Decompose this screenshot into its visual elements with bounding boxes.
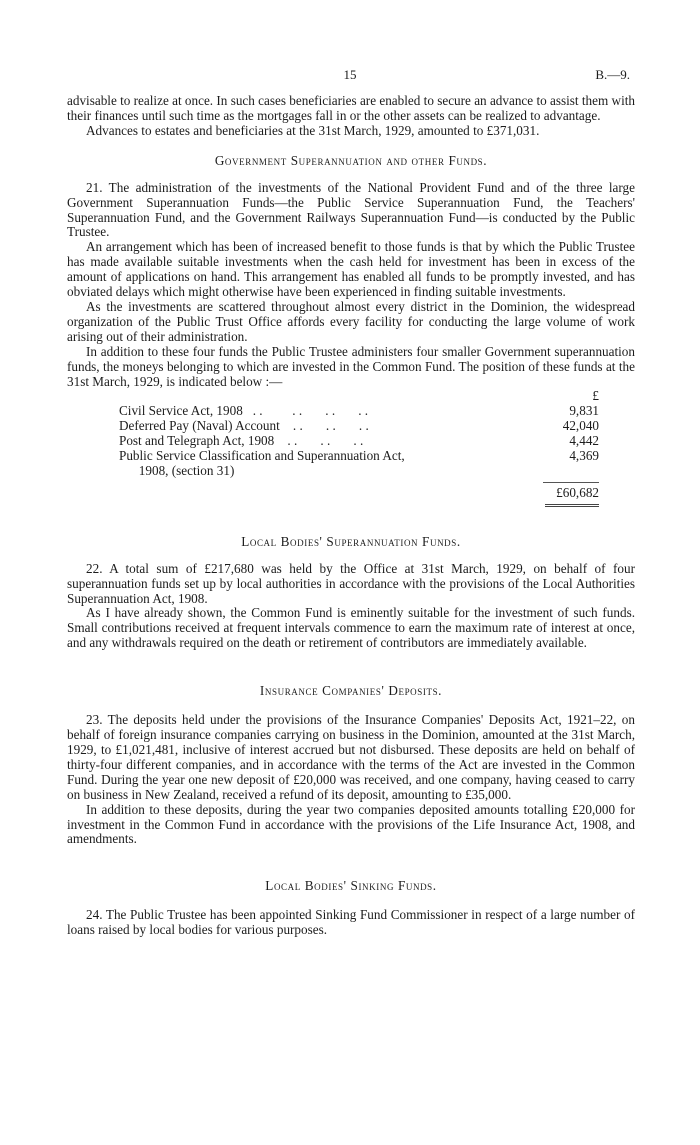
body-paragraph: In addition to these deposits, during the year two companies deposited amounts totalling £20,000 for investment in the Common Fund in accordance with the provisions of the Life Insurance Act, 1908, and amendments. bbox=[67, 801, 635, 847]
fund-amount bbox=[519, 464, 599, 479]
intro-paragraph: Advances to estates and beneficiaries at the 31st March, 1929, amounted to £371,031. bbox=[86, 122, 540, 138]
funds-total: £60,682 bbox=[556, 484, 599, 500]
fund-amount: 9,831 bbox=[569, 403, 599, 419]
body-paragraph: In addition to these four funds the Public Trustee administers four smaller Government superannuation funds, the moneys belonging to which are invested in the Common Fund. The position of these funds at the 31st March, 1929, is indicated below :— bbox=[67, 343, 635, 389]
fund-name: Civil Service Act, 1908 . . . . . . . . bbox=[119, 403, 369, 419]
section-heading: Government Superannuation and other Funds. bbox=[214, 152, 488, 168]
body-paragraph: 21. The administration of the investments of the National Provident Fund and of the three large Government Superannuation Funds—the Public Service Superannuation Fund, the Teachers' Superannuation Fund, and the Government Railways Superannuation Fund—is conducted by the Public Trustee. bbox=[67, 179, 635, 240]
table-row bbox=[119, 449, 599, 464]
section-heading: Local Bodies' Superannuation Funds. bbox=[241, 533, 461, 549]
body-paragraph: 22. A total sum of £217,680 was held by the Office at 31st March, 1929, on behalf of four superannuation funds set up by local authorities in accordance with the provisions of the Local Authorities Superannuation Act, 1908. bbox=[67, 560, 635, 606]
fund-name: Post and Telegraph Act, 1908 . . . . . . bbox=[119, 433, 364, 449]
fund-name: 1908, (section 31) bbox=[119, 462, 235, 478]
currency-unit: £ bbox=[592, 388, 599, 404]
body-paragraph: An arrangement which has been of increased benefit to those funds is that by which the Public Trustee has made available suitable investments when the cash held for investment has been in excess of the amount of applications on hand. This arrangement has enabled all funds to be promptly invested, and has obviated delays which might otherwise have been experienced in finding suitable investments. bbox=[67, 239, 635, 300]
fund-amount: 42,040 bbox=[562, 418, 599, 434]
funds-table bbox=[119, 389, 599, 506]
fund-amount: 4,369 bbox=[569, 448, 599, 464]
fund-name: Deferred Pay (Naval) Account . . . . . . bbox=[119, 418, 369, 434]
fund-name: Public Service Classification and Superannuation Act, bbox=[119, 448, 405, 464]
section-heading: Insurance Companies' Deposits. bbox=[259, 683, 443, 699]
body-paragraph: As I have already shown, the Common Fund is eminently suitable for the investment of such funds. Small contributions received at frequent intervals commence to earn the maximum rate of interest at once, and any withdrawals required on the death or retirement of contributors are immediately available. bbox=[67, 605, 635, 651]
table-row bbox=[119, 419, 599, 434]
table-row bbox=[119, 464, 599, 479]
document-reference: B.—9. bbox=[595, 67, 630, 82]
body-paragraph: 24. The Public Trustee has been appointed Sinking Fund Commissioner in respect of a large number of loans raised by local bodies for various purposes. bbox=[67, 907, 635, 938]
sum-rule bbox=[543, 482, 599, 483]
fund-amount: 4,442 bbox=[569, 433, 599, 449]
body-paragraph: As the investments are scattered throughout almost every district in the Dominion, the widespread organization of the Public Trust Office affords every facility for conducting the large volume of work arising out of their administration. bbox=[67, 298, 635, 344]
table-row bbox=[119, 404, 599, 419]
page-body bbox=[67, 94, 635, 938]
section-heading: Local Bodies' Sinking Funds. bbox=[265, 878, 437, 894]
table-row bbox=[119, 434, 599, 449]
body-paragraph: 23. The deposits held under the provisions of the Insurance Companies' Deposits Act, 1921–22, on behalf of foreign insurance companies carrying on business in the Dominion, amounted at the 31st March, 1929, to £1,021,481, inclusive of interest accrued but not disbursed. These deposits are held on behalf of thirty-four different companies, and in accordance with the terms of the Act are invested in the Common Fund. During the year one new deposit of £20,000 was received, and one company, having ceased to carry on business in New Zealand, received a refund of its deposit, amounting to £35,000. bbox=[67, 712, 635, 802]
intro-paragraph: advisable to realize at once. In such cases beneficiaries are enabled to secure an advance to assist them with their finances until such time as the mortgages fall in or the other assets can be realized to advantage. bbox=[67, 93, 635, 123]
double-rule bbox=[545, 504, 599, 507]
page-number: 15 bbox=[343, 67, 357, 82]
